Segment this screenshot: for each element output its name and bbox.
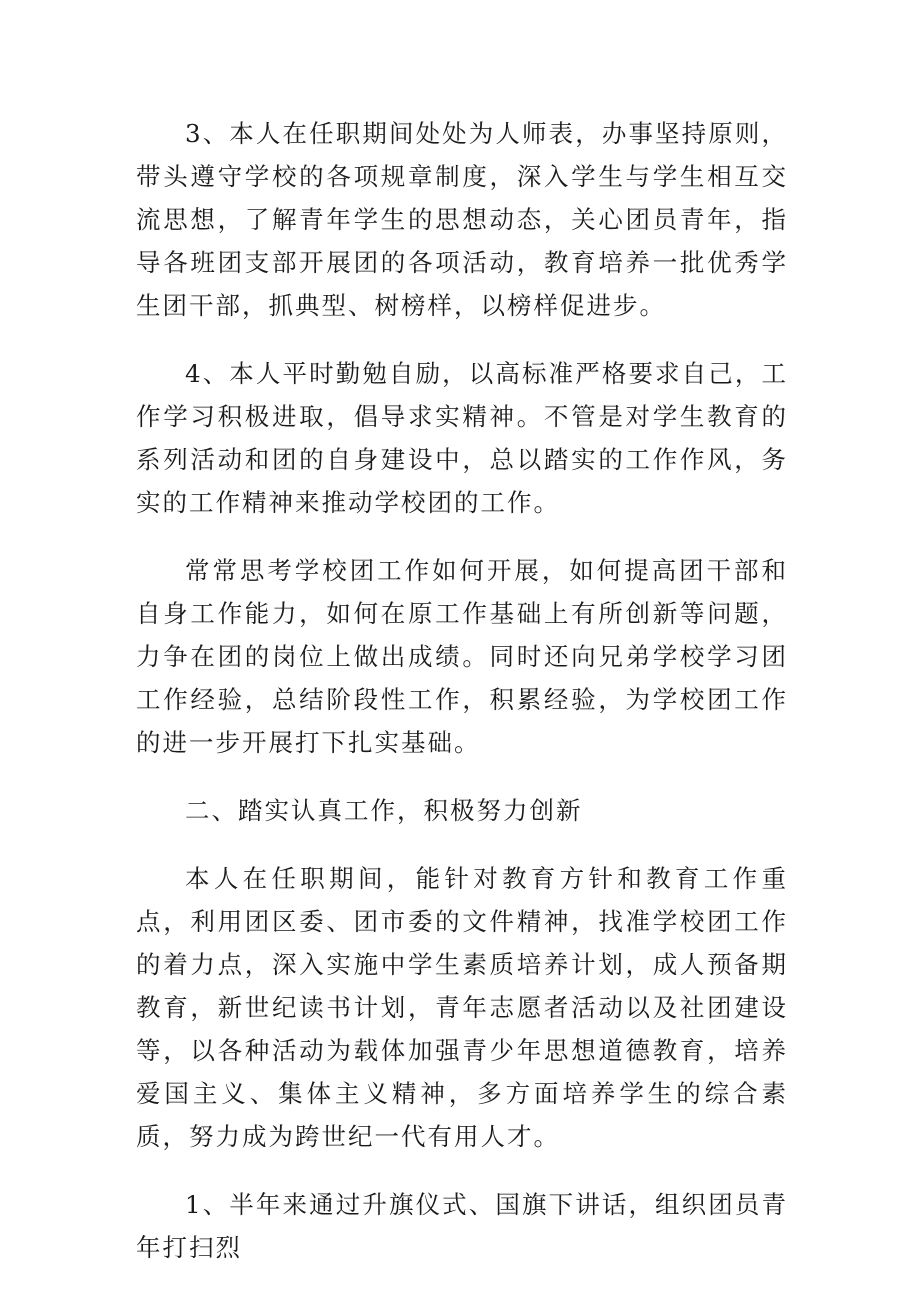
paragraph-item-4: 4、本人平时勤勉自励，以高标准严格要求自己，工作学习积极进取，倡导求实精神。不管是对学生教育的系列活动和团的自身建设中，总以踏实的工作作风，务实的工作精神来推动学校团的工作。	[136, 359, 788, 517]
paragraph-item-1: 1、半年来通过升旗仪式、国旗下讲话，组织团员青年打扫烈	[136, 1190, 788, 1262]
paragraph-reflection: 常常思考学校团工作如何开展，如何提高团干部和自身工作能力，如何在原工作基础上有所创新等问题，力争在团的岗位上做出成绩。同时还向兄弟学校学习团工作经验，总结阶段性工作，积累经验，为学校团工作的进一步开展打下扎实基础。	[136, 556, 788, 757]
document-body	[136, 112, 788, 1294]
paragraph-item-3: 3、本人在任职期间处处为人师表，办事坚持原则，带头遵守学校的各项规章制度，深入学生与学生相互交流思想，了解青年学生的思想动态，关心团员青年，指导各班团支部开展团的各项活动，教育培养一批优秀学生团干部，抓典型、树榜样，以榜样促进步。	[136, 119, 788, 320]
paragraph-work-focus: 本人在任职期间，能针对教育方针和教育工作重点，利用团区委、团市委的文件精神，找准学校团工作的着力点，深入实施中学生素质培养计划，成人预备期教育，新世纪读书计划，青年志愿者活动以及社团建设等，以各种活动为载体加强青少年思想道德教育，培养爱国主义、集体主义精神，多方面培养学生的综合素质，努力成为跨世纪一代有用人才。	[136, 864, 788, 1151]
section-heading-2: 二、踏实认真工作，积极努力创新	[185, 796, 583, 825]
